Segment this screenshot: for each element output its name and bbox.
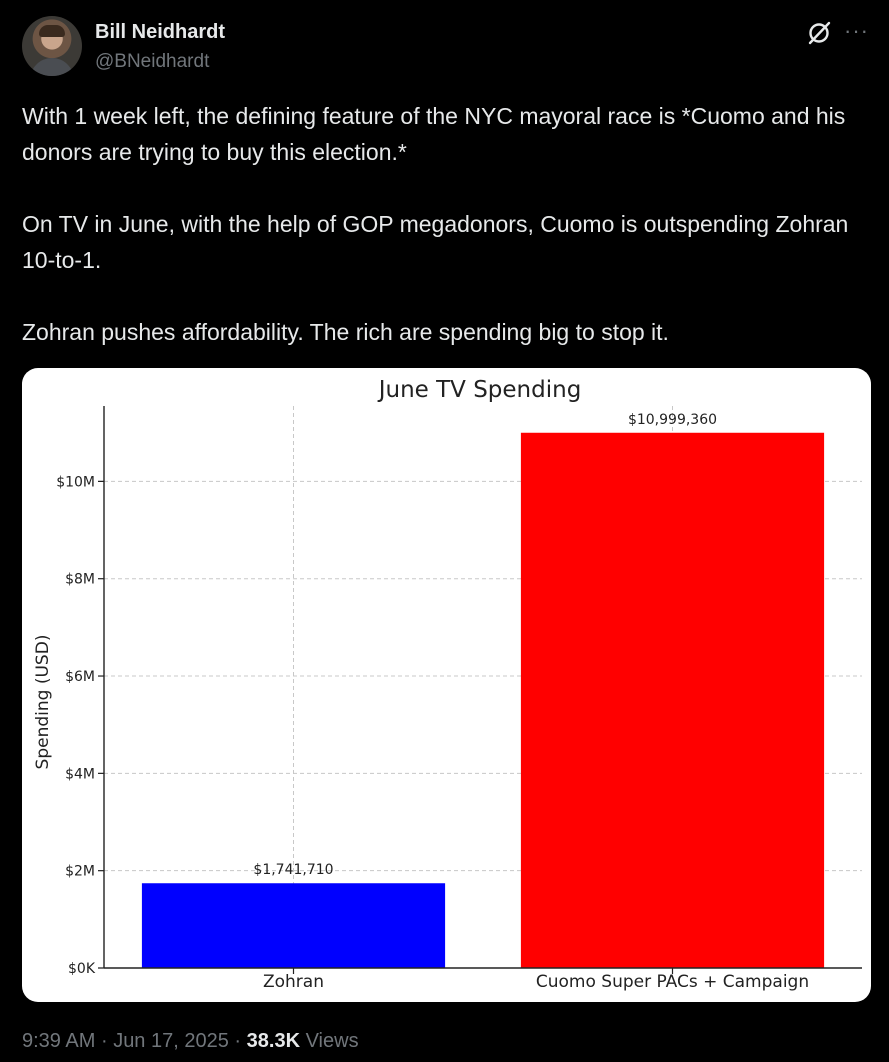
y-tick-label: $0K	[68, 961, 95, 977]
bar-value-label: $1,741,710	[253, 862, 334, 879]
grok-icon[interactable]	[806, 20, 832, 46]
separator: ·	[234, 1030, 242, 1052]
bar-value-label: $10,999,360	[627, 411, 718, 428]
tweet-text	[22, 98, 872, 350]
y-tick-label: $4M	[65, 766, 95, 783]
bar-chart	[22, 368, 871, 1002]
x-tick-label: Cuomo Super PACs + Campaign	[535, 972, 810, 992]
tweet-time[interactable]: 9:39 AM	[22, 1030, 96, 1052]
y-tick-label: $2M	[65, 863, 95, 880]
author-handle[interactable]: @BNeidhardt	[95, 51, 210, 72]
y-tick-label: $8M	[65, 571, 95, 588]
y-axis-label: Spending (USD)	[33, 634, 53, 770]
tweet-footer	[22, 1030, 359, 1053]
x-tick-label: Zohran	[262, 972, 325, 992]
tweet-paragraph: On TV in June, with the help of GOP megadonors, Cuomo is outspending Zohran 10-to-1.	[22, 211, 849, 273]
chart-image[interactable]	[22, 368, 871, 1002]
more-icon[interactable]: ···	[844, 18, 869, 43]
tweet-paragraph: Zohran pushes affordability. The rich are spending big to stop it.	[22, 319, 669, 345]
views-label: Views	[305, 1030, 359, 1052]
bar	[521, 433, 824, 968]
chart-title: June TV Spending	[378, 377, 582, 403]
author-name[interactable]: Bill Neidhardt	[95, 21, 226, 43]
tweet-date[interactable]: Jun 17, 2025	[113, 1030, 229, 1052]
avatar[interactable]	[22, 16, 82, 76]
bar	[142, 883, 445, 968]
separator: ·	[100, 1030, 108, 1052]
y-tick-label: $10M	[56, 474, 95, 491]
views-count: 38.3K	[246, 1030, 301, 1052]
y-tick-label: $6M	[65, 669, 95, 686]
tweet-header	[22, 16, 872, 80]
tweet-paragraph: With 1 week left, the defining feature of the NYC mayoral race is *Cuomo and his donors are trying to buy this election.*	[22, 103, 846, 165]
